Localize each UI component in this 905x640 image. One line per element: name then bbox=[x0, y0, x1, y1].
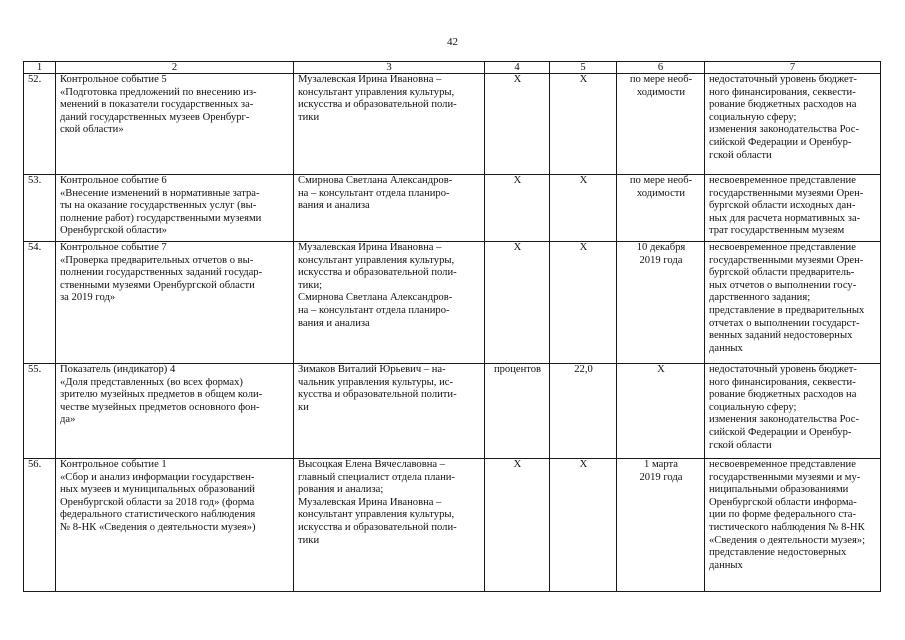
responsible-cell: Высоцкая Елена Вячеславовна – главный специалист отдела плани- рования и анализа; Музалевская Ирина Ивановна – консультант управления культуры, искусства и образовательной поли- тики bbox=[294, 459, 485, 592]
risks-cell: несвоевременное представление государственными музеями Орен- бургской области предваритель- ных отчетов о выполнении госу- дарственного задания; представление в предварительных отчетах о выполнении государст- венных заданий недостоверных данных bbox=[705, 242, 881, 364]
event-cell: Контрольное событие 6 «Внесение изменений в нормативные затра- ты на оказание государственных услуг (вы- полнение работ) государственными музеями Оренбургской области» bbox=[56, 175, 294, 242]
event-cell: Контрольное событие 1 «Сбор и анализ информации государствен- ных музеев и муниципальных образований Оренбургской области за 2018 год» (форма федерального статистического наблюдения № 8-НК «Сведения о деятельности музея») bbox=[56, 459, 294, 592]
row-number: 55. bbox=[24, 364, 56, 459]
page-number: 42 bbox=[447, 36, 458, 48]
column-header: 2 bbox=[56, 62, 294, 74]
column-header: 1 bbox=[24, 62, 56, 74]
unit-cell: Х bbox=[485, 242, 550, 364]
column-header: 3 bbox=[294, 62, 485, 74]
value-cell: Х bbox=[550, 175, 617, 242]
deadline-cell: Х bbox=[617, 364, 705, 459]
column-header: 6 bbox=[617, 62, 705, 74]
column-header: 4 bbox=[485, 62, 550, 74]
row-number: 53. bbox=[24, 175, 56, 242]
column-header: 7 bbox=[705, 62, 881, 74]
event-cell: Контрольное событие 7 «Проверка предварительных отчетов о вы- полнении государственных заданий государ- ственными музеями Оренбургской области за 2019 год» bbox=[56, 242, 294, 364]
responsible-cell: Музалевская Ирина Ивановна – консультант управления культуры, искусства и образовательной поли- тики; Смирнова Светлана Александров- на – консультант отдела планиро- вания и анализа bbox=[294, 242, 485, 364]
risks-cell: недостаточный уровень бюджет- ного финансирования, секвести- рование бюджетных расходов на социальную сферу; изменения законодательства Рос- сийской Федерации и Оренбур- гской области bbox=[705, 364, 881, 459]
event-cell: Показатель (индикатор) 4 «Доля представленных (во всех формах) зрителю музейных предметов в общем коли- честве музейных предметов основного фон- да» bbox=[56, 364, 294, 459]
plan-table bbox=[23, 61, 881, 592]
responsible-cell: Смирнова Светлана Александров- на – консультант отдела планиро- вания и анализа bbox=[294, 175, 485, 242]
table-row bbox=[24, 242, 881, 364]
deadline-cell: по мере необ- ходимости bbox=[617, 74, 705, 175]
unit-cell: Х bbox=[485, 74, 550, 175]
value-cell: Х bbox=[550, 459, 617, 592]
unit-cell: процентов bbox=[485, 364, 550, 459]
row-number: 54. bbox=[24, 242, 56, 364]
value-cell: 22,0 bbox=[550, 364, 617, 459]
table-row bbox=[24, 364, 881, 459]
responsible-cell: Зимаков Виталий Юрьевич – на- чальник управления культуры, ис- кусства и образовательной полити- ки bbox=[294, 364, 485, 459]
row-number: 52. bbox=[24, 74, 56, 175]
unit-cell: Х bbox=[485, 459, 550, 592]
event-cell: Контрольное событие 5 «Подготовка предложений по внесению из- менений в показатели государственных за- даний государственных музеев Оренбург- ской области» bbox=[56, 74, 294, 175]
header-row bbox=[24, 62, 881, 74]
value-cell: Х bbox=[550, 242, 617, 364]
risks-cell: недостаточный уровень бюджет- ного финансирования, секвести- рование бюджетных расходов на социальную сферу; изменения законодательства Рос- сийской Федерации и Оренбур- гской области bbox=[705, 74, 881, 175]
risks-cell: несвоевременное представление государственными музеями и му- ниципальными образованиями Оренбургской области информа- ции по форме федерального ста- тистического наблюдения № 8-НК «Сведения о деятельности музея»; представление недостоверных данных bbox=[705, 459, 881, 592]
deadline-cell: 1 марта 2019 года bbox=[617, 459, 705, 592]
row-number: 56. bbox=[24, 459, 56, 592]
deadline-cell: 10 декабря 2019 года bbox=[617, 242, 705, 364]
responsible-cell: Музалевская Ирина Ивановна – консультант управления культуры, искусства и образовательной поли- тики bbox=[294, 74, 485, 175]
deadline-cell: по мере необ- ходимости bbox=[617, 175, 705, 242]
table-row bbox=[24, 175, 881, 242]
risks-cell: несвоевременное представление государственными музеями Орен- бургской области исходных дан- ных для расчета нормативных за- трат государственным музеям bbox=[705, 175, 881, 242]
table-row bbox=[24, 459, 881, 592]
unit-cell: Х bbox=[485, 175, 550, 242]
column-header: 5 bbox=[550, 62, 617, 74]
value-cell: Х bbox=[550, 74, 617, 175]
table-row bbox=[24, 74, 881, 175]
